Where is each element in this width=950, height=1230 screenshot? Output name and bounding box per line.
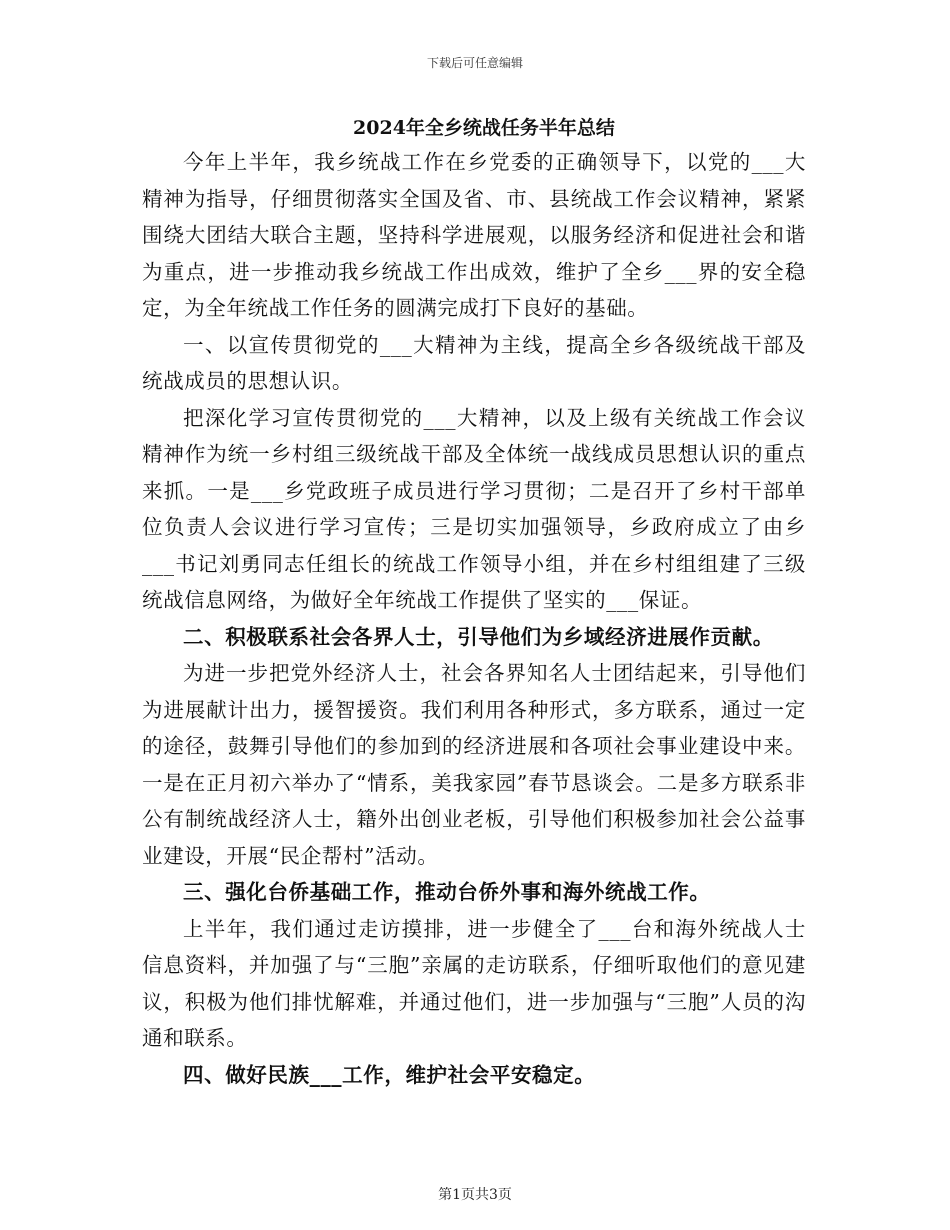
section-heading-3: 三、强化台侨基础工作，推动台侨外事和海外统战工作。	[183, 880, 711, 904]
section-heading-2: 二、积极联系社会各界人士，引导他们为乡域经济进展作贡献。	[183, 624, 774, 649]
page-footer: 第1页共3页	[438, 1187, 512, 1203]
section-heading-4: 四、做好民族___工作，维护社会平安稳定。	[183, 1062, 596, 1087]
header-note: 下载后可任意编辑	[426, 56, 523, 70]
paragraph-section-3: 上半年，我们通过走访摸排，进一步健全了___台和海外统战人士信息资料，并加强了与“三胞”亲属的走访联系，仔细听取他们的意见建议，积极为他们排忧解难，并通过他们，进一步加强与“三胞”人员的沟通和联系。	[142, 916, 806, 1050]
paragraph-intro: 今年上半年，我乡统战工作在乡党委的正确领导下，以党的___大精神为指导，仔细贯彻落实全国及省、市、县统战工作会议精神，紧紧围绕大团结大联合主题，坚持科学进展观，以服务经济和促进社会和谐为重点，进一步推动我乡统战工作出成效，维护了全乡___界的安全稳定，为全年统战工作任务的圆满完成打下良好的基础。	[142, 150, 806, 320]
paragraph-section-2: 为进一步把党外经济人士，社会各界知名人士团结起来，引导他们为进展献计出力，援智援资。我们利用各种形式，多方联系，通过一定的途径，鼓舞引导他们的参加到的经济进展和各项社会事业建设中来。一是在正月初六举办了“情系，美我家园”春节恳谈会。二是多方联系非公有制统战经济人士，籍外出创业老板，引导他们积极参加社会公益事业建设，开展“民企帮村”活动。	[142, 661, 806, 868]
paragraph-section-1: 把深化学习宣传贯彻党的___大精神，以及上级有关统战工作会议精神作为统一乡村组三级统战干部及全体统一战线成员思想认识的重点来抓。一是___乡党政班子成员进行学习贯彻；二是召开了乡村干部单位负责人会议进行学习宣传；三是切实加强领导，乡政府成立了由乡___书记刘勇同志任组长的统战工作领导小组，并在乡村组组建了三级统战信息网络，为做好全年统战工作提供了坚实的___保证。	[142, 405, 806, 612]
document-title: 2024年全乡统战任务半年总结	[353, 117, 615, 139]
section-heading-1: 一、以宣传贯彻党的___大精神为主线，提高全乡各级统战干部及统战成员的思想认识。	[142, 332, 806, 393]
document-body	[142, 112, 806, 1093]
